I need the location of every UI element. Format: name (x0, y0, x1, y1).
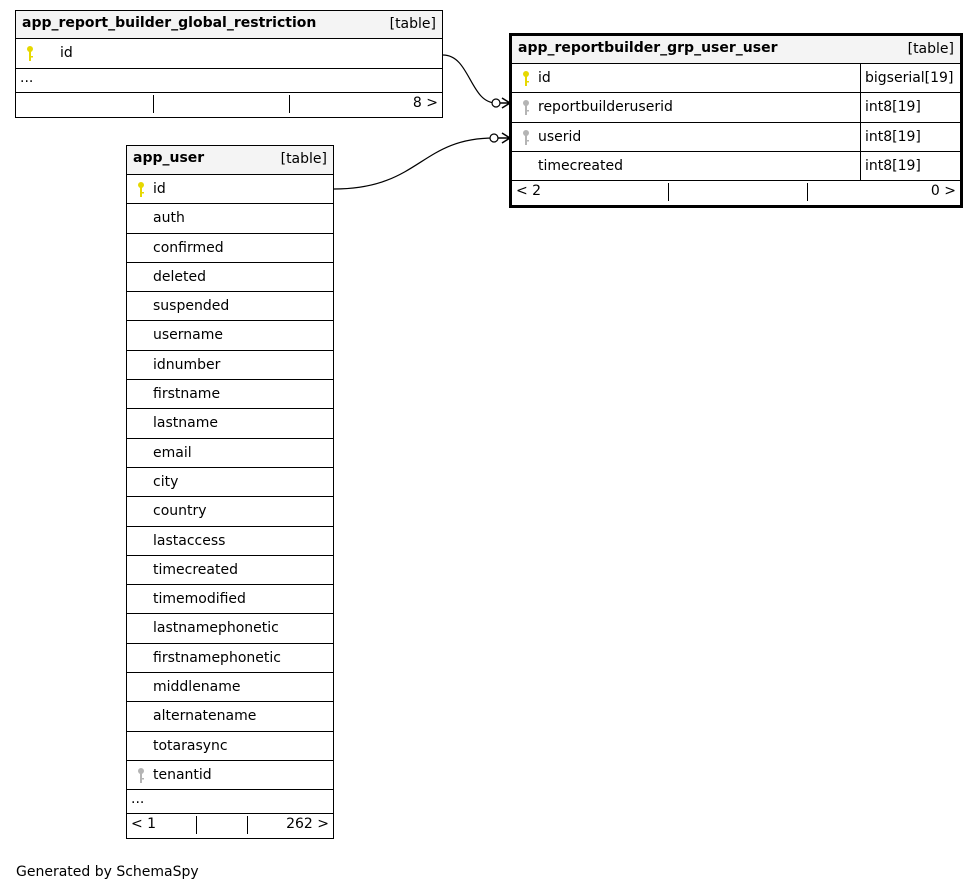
relation-optional-marker (490, 134, 498, 142)
column-name: reportbuilderuserid (538, 99, 673, 116)
column-row[interactable] (127, 204, 333, 233)
table-footer (512, 181, 960, 203)
column-name: id (153, 181, 166, 197)
column-type: bigserial[19] (860, 64, 964, 92)
column-name: timecreated (153, 561, 238, 578)
column-row[interactable] (127, 497, 333, 526)
parents-count[interactable]: < 1 (131, 816, 157, 833)
foreign-key-icon (137, 767, 145, 785)
column-name: email (153, 444, 192, 461)
table-name[interactable]: app_user (133, 150, 205, 166)
column-list (127, 175, 333, 790)
table-name[interactable]: app_reportbuilder_grp_user_user (518, 40, 778, 56)
foreign-key-icon (522, 129, 530, 147)
table-global-restriction[interactable] (15, 10, 443, 118)
column-name: auth (153, 210, 185, 227)
table-footer (127, 814, 333, 836)
children-count[interactable]: 0 > (930, 183, 956, 200)
column-name: totarasync (153, 737, 228, 754)
column-name: lastnamephonetic (153, 620, 279, 637)
column-row[interactable] (127, 644, 333, 673)
column-row[interactable] (127, 263, 333, 292)
column-row[interactable] (127, 527, 333, 556)
column-row[interactable] (512, 123, 960, 152)
table-kind: [table] (907, 41, 954, 57)
relation-app-user-to-grp-user (334, 138, 494, 189)
column-row[interactable] (127, 351, 333, 380)
primary-key-icon (522, 70, 530, 88)
primary-key-icon (26, 45, 34, 63)
foreign-key-icon (522, 99, 530, 117)
column-row[interactable] (127, 614, 333, 643)
column-row[interactable] (127, 321, 333, 350)
column-row[interactable] (127, 556, 333, 585)
footer-separator (289, 95, 290, 113)
column-name: id (60, 45, 73, 61)
column-row[interactable] (127, 380, 333, 409)
relation-global-restriction-to-grp-user (443, 55, 496, 103)
table-grp-user-user[interactable] (509, 33, 963, 208)
footer-separator (807, 183, 808, 201)
column-row[interactable] (127, 292, 333, 321)
column-name: suspended (153, 298, 230, 315)
footer-separator (668, 183, 669, 201)
column-name: timecreated (538, 157, 623, 174)
children-count[interactable]: 262 > (286, 816, 329, 833)
column-name: tenantid (153, 766, 212, 783)
column-name: id (538, 70, 551, 86)
column-name: city (153, 473, 179, 490)
column-row[interactable] (512, 152, 960, 181)
column-name: firstnamephonetic (153, 649, 281, 666)
column-row[interactable] (127, 702, 333, 731)
footer-separator (196, 816, 197, 834)
column-row[interactable] (127, 673, 333, 702)
column-name: alternatename (153, 708, 257, 725)
column-row[interactable] (512, 93, 960, 122)
more-columns-ellipsis: ... (16, 69, 442, 93)
column-name: middlename (153, 679, 241, 696)
column-type: int8[19] (860, 152, 964, 180)
generated-by-label: Generated by SchemaSpy (16, 864, 199, 880)
more-columns-ellipsis: ... (127, 790, 333, 814)
column-name: lastname (153, 415, 218, 432)
table-header (16, 11, 442, 39)
table-header (512, 36, 960, 64)
column-name: deleted (153, 268, 206, 285)
table-footer (16, 93, 442, 115)
table-header (127, 146, 333, 175)
column-row[interactable] (127, 234, 333, 263)
column-name: firstname (153, 386, 221, 403)
column-row[interactable] (127, 468, 333, 497)
column-name: timemodified (153, 591, 246, 608)
column-row[interactable] (127, 409, 333, 438)
column-row[interactable] (127, 175, 333, 204)
footer-separator (247, 816, 248, 834)
column-row[interactable] (127, 761, 333, 790)
column-row[interactable] (16, 39, 442, 69)
relation-optional-marker (492, 99, 500, 107)
column-name: confirmed (153, 239, 224, 256)
column-row[interactable] (127, 732, 333, 761)
primary-key-icon (137, 181, 145, 199)
column-name: country (153, 503, 207, 520)
parents-count[interactable]: < 2 (516, 183, 542, 200)
column-row[interactable] (127, 439, 333, 468)
column-name: username (153, 327, 223, 344)
column-name: lastaccess (153, 532, 226, 549)
table-kind: [table] (280, 151, 327, 167)
table-kind: [table] (389, 16, 436, 32)
children-count[interactable]: 8 > (412, 95, 438, 111)
footer-separator (153, 95, 154, 113)
column-name: idnumber (153, 356, 221, 373)
column-row[interactable] (512, 64, 960, 93)
column-type: int8[19] (860, 123, 964, 151)
column-row[interactable] (127, 585, 333, 614)
table-app-user[interactable] (126, 145, 334, 839)
table-name[interactable]: app_report_builder_global_restriction (22, 15, 317, 31)
column-type: int8[19] (860, 93, 964, 121)
column-name: userid (538, 128, 582, 145)
